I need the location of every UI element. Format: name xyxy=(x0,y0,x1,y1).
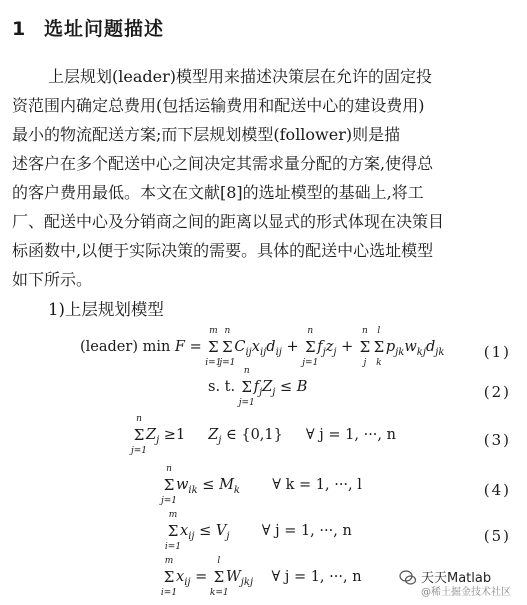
equation-3 xyxy=(0,414,527,462)
paragraph-line: 如下所示。 xyxy=(12,270,93,289)
equation-1 xyxy=(0,326,527,374)
equation-body: n Σ j=1 $w_{ik} \le M_k$ ∀ k = 1, ···, l xyxy=(160,464,362,506)
wechat-icon xyxy=(399,569,417,587)
paragraph-line: 厂、配送中心及分销商之间的距离以显式的形式体现在决策目 xyxy=(12,212,445,231)
equation-label: (2) xyxy=(483,383,511,401)
watermark xyxy=(399,567,519,599)
equation-body: (leader) min F = m Σ i=1 n Σ j=1 $C_{ij}x_{ij}d_{ij}$ + n Σ j=1 $f_jz_j$ + n Σ j l Σ k $p_{jk}w_{kj}d_{jk}$ xyxy=(80,326,445,368)
section-heading xyxy=(12,14,164,41)
equation-2 xyxy=(0,366,527,414)
section-number: 1 xyxy=(12,18,27,40)
paragraph-line: 上层规划(leader)模型用来描述决策层在允许的固定投 xyxy=(48,67,432,86)
equation-4 xyxy=(0,464,527,512)
equation-label: (5) xyxy=(483,527,511,545)
watermark-subtitle: @稀土掘金技术社区 xyxy=(421,587,511,598)
section-title: 选址问题描述 xyxy=(44,18,165,40)
equation-body: s. t. n Σ j=1 $f_jZ_j \le B$ xyxy=(208,366,308,408)
subheading: 1)上层规划模型 xyxy=(48,300,164,319)
equation-label: (4) xyxy=(483,481,511,499)
watermark-title: 天天Matlab xyxy=(421,571,492,586)
equation-body: m Σ i=1 $x_{ij} \le V_j$ ∀ j = 1, ···, n xyxy=(164,510,352,552)
paragraph-line: 标函数中,以便于实际决策的需要。具体的配送中心选址模型 xyxy=(12,241,434,260)
body-paragraph xyxy=(12,62,517,294)
paragraph-line: 述客户在多个配送中心之间决定其需求量分配的方案,使得总 xyxy=(12,154,434,173)
equation-body: m Σ i=1 $x_{ij}$ = l Σ k=1 $W_{jkj}$ ∀ j = 1, ···, n xyxy=(160,556,362,598)
equation-body: n Σ j=1 $Z_j \ge 1$ $Z_j$ ∈ {0,1} ∀ j = 1, ···, n xyxy=(130,414,396,456)
equation-label: (1) xyxy=(483,343,511,361)
paragraph-line: 最小的物流配送方案;而下层规划模型(follower)则是描 xyxy=(12,125,401,144)
equation-label: (3) xyxy=(483,431,511,449)
paragraph-line: 的客户费用最低。本文在文献[8]的选址模型的基础上,将工 xyxy=(12,183,424,202)
paragraph-line: 资范围内确定总费用(包括运输费用和配送中心的建设费用) xyxy=(12,96,425,115)
equation-5 xyxy=(0,510,527,558)
